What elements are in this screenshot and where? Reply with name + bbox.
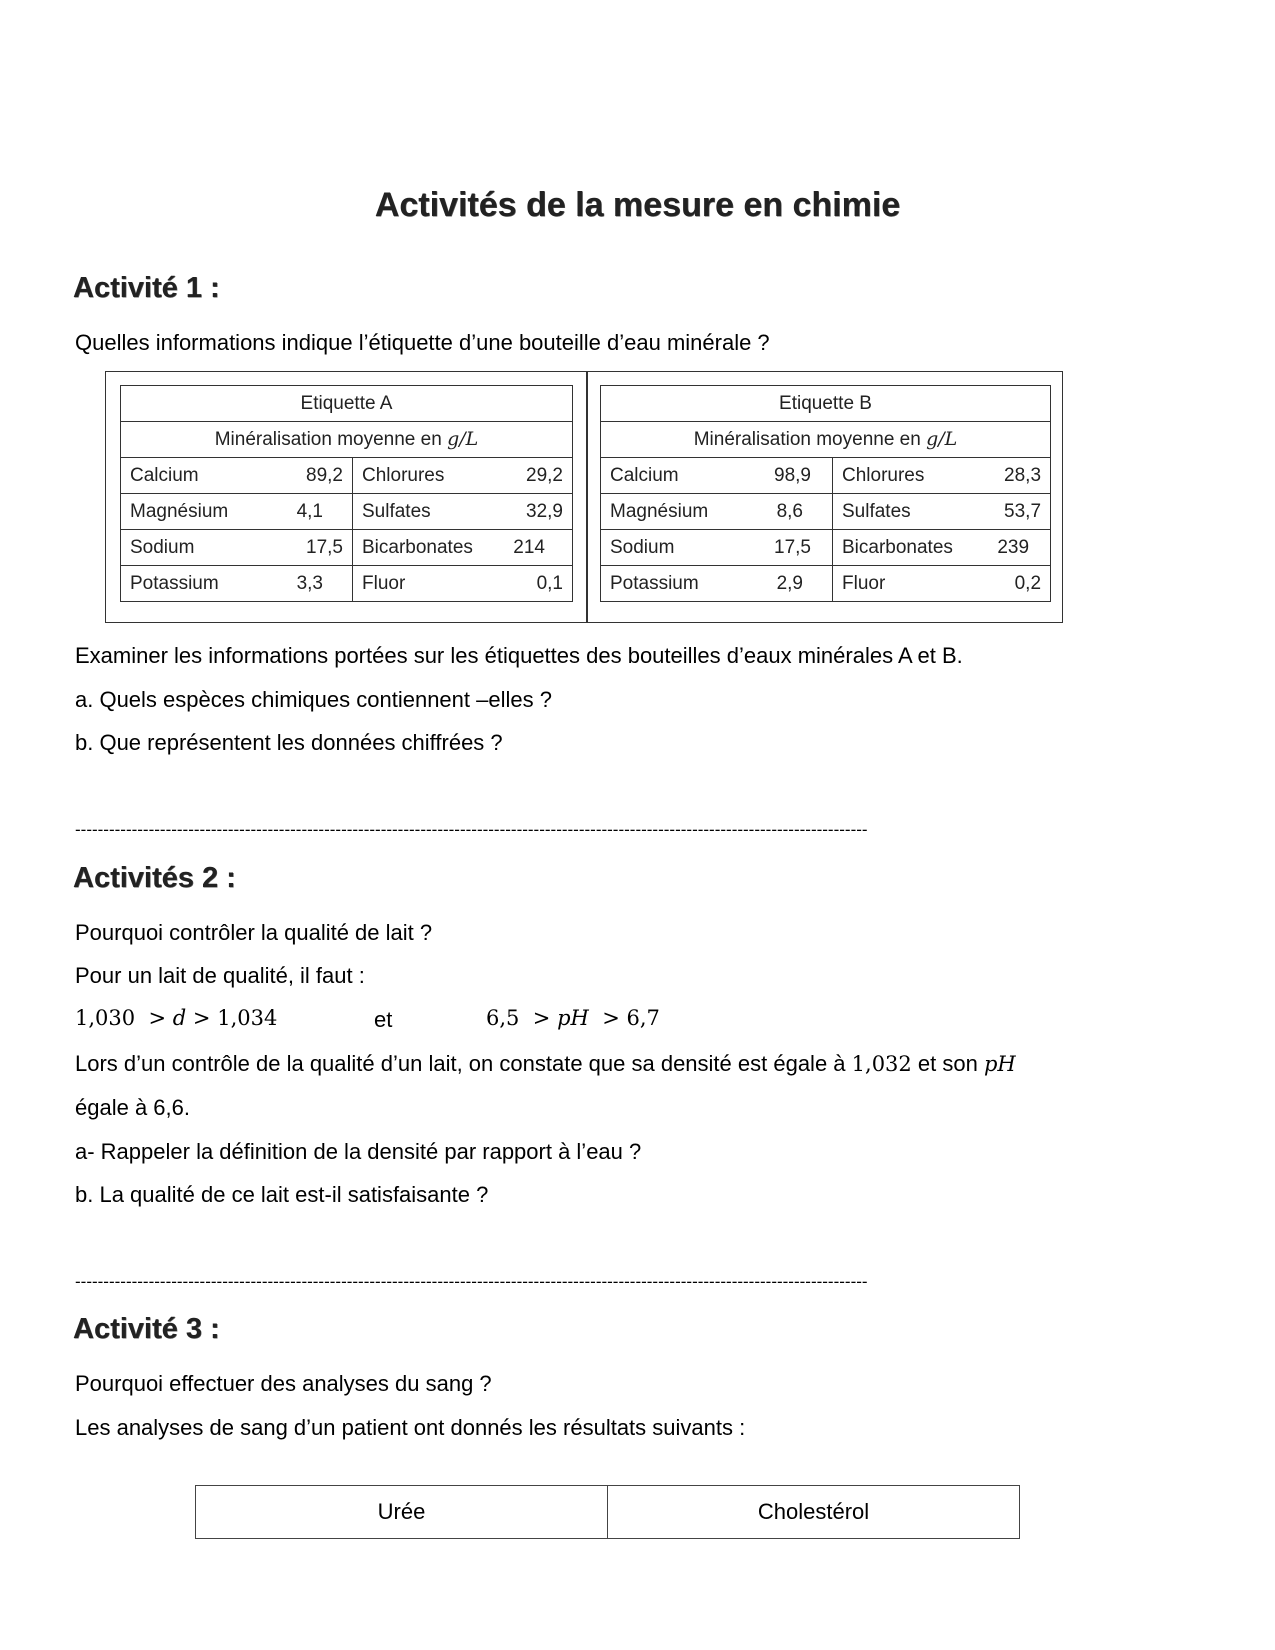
activity-1-instruction: Examiner les informations portées sur les étiquettes des bouteilles d’eaux minérales A et B. (75, 643, 963, 668)
element-name: Sodium (610, 536, 675, 558)
element-name: Potassium (610, 572, 699, 594)
element-value: 8,6 (776, 500, 803, 522)
label-a-title: Etiquette A (121, 386, 573, 422)
labels-frame-divider (586, 371, 588, 623)
element-value: 89,2 (306, 464, 343, 486)
element-name: Calcium (610, 464, 679, 486)
element-value: 17,5 (774, 536, 811, 558)
label-a-table (120, 385, 573, 602)
table-row (121, 566, 573, 602)
ph-condition: 6,5 > pH > 6,7 (486, 1006, 660, 1030)
element-name: Magnésium (130, 500, 229, 522)
table-header-cholesterol: Cholestérol (608, 1486, 1020, 1539)
label-b-title: Etiquette B (601, 386, 1051, 422)
element-name: Sodium (130, 536, 195, 558)
element-value: 2,9 (776, 572, 803, 594)
element-value: 32,9 (526, 500, 563, 522)
activity-2-question-a: a- Rappeler la définition de la densité par rapport à l’eau ? (75, 1139, 642, 1164)
density-condition: 1,030 > d > 1,034 (75, 1006, 278, 1030)
element-value: 214 (513, 536, 545, 558)
element-name: Bicarbonates (362, 536, 473, 558)
element-value: 0,1 (536, 572, 563, 594)
activity-3-question: Pourquoi effectuer des analyses du sang ? (75, 1371, 492, 1396)
element-name: Potassium (130, 572, 219, 594)
element-name: Calcium (130, 464, 199, 486)
separator-2: -------------------------------------------------------------------------------------------------------------------------------------------- (75, 1272, 868, 1291)
activity-1-question-b: b. Que représentent les données chiffrées ? (75, 730, 503, 755)
activity-3-intro: Les analyses de sang d’un patient ont donnés les résultats suivants : (75, 1415, 746, 1440)
table-row (601, 458, 1051, 494)
element-value: 29,2 (526, 464, 563, 486)
separator-1: -------------------------------------------------------------------------------------------------------------------------------------------- (75, 820, 868, 839)
table-row (121, 494, 573, 530)
table-row (121, 458, 573, 494)
table-row (601, 566, 1051, 602)
activity-1-question-a: a. Quels espèces chimiques contiennent –elles ? (75, 687, 552, 712)
label-a-unit: g/L (447, 428, 479, 450)
element-name: Bicarbonates (842, 536, 953, 558)
table-header-urea: Urée (196, 1486, 608, 1539)
label-b-subtitle: Minéralisation moyenne en g/L (601, 422, 1051, 458)
activity-1-question: Quelles informations indique l’étiquette d’une bouteille d’eau minérale ? (75, 330, 770, 355)
element-value: 98,9 (774, 464, 811, 486)
element-value: 53,7 (1004, 500, 1042, 522)
label-b-table (600, 385, 1051, 602)
label-b-unit: g/L (926, 428, 958, 450)
activity-2-intro: Pour un lait de qualité, il faut : (75, 963, 365, 988)
table-row (601, 530, 1051, 566)
element-value: 3,3 (296, 572, 323, 594)
activity-3-heading: Activité 3 : (73, 1313, 220, 1345)
activity-2-question-b: b. La qualité de ce lait est-il satisfaisante ? (75, 1182, 489, 1207)
element-value: 4,1 (296, 500, 323, 522)
activity-2-question: Pourquoi contrôler la qualité de lait ? (75, 920, 433, 945)
activity-1-heading: Activité 1 : (73, 272, 220, 304)
element-name: Sulfates (842, 500, 911, 522)
page-title: Activités de la mesure en chimie (374, 186, 901, 224)
activity-2-heading: Activités 2 : (73, 862, 236, 894)
label-a-subtitle: Minéralisation moyenne en g/L (121, 422, 573, 458)
element-name: Chlorures (362, 464, 445, 486)
table-row (121, 530, 573, 566)
table-row (601, 494, 1051, 530)
blood-analysis-table (195, 1485, 1020, 1539)
condition-conjunction: et (374, 1007, 393, 1032)
element-name: Sulfates (362, 500, 431, 522)
element-name: Fluor (362, 572, 406, 594)
element-value: 0,2 (1014, 572, 1042, 594)
control-text: Lors d’un contrôle de la qualité d’un lait, on constate que sa densité est égale à 1,032 et son pH (75, 1051, 1016, 1076)
element-name: Fluor (842, 572, 886, 594)
element-value: 239 (997, 536, 1030, 558)
element-value: 28,3 (1004, 464, 1042, 486)
element-name: Magnésium (610, 500, 709, 522)
element-name: Chlorures (842, 464, 925, 486)
table-row (196, 1486, 1020, 1539)
element-value: 17,5 (306, 536, 343, 558)
control-text-end: égale à 6,6. (75, 1095, 190, 1120)
